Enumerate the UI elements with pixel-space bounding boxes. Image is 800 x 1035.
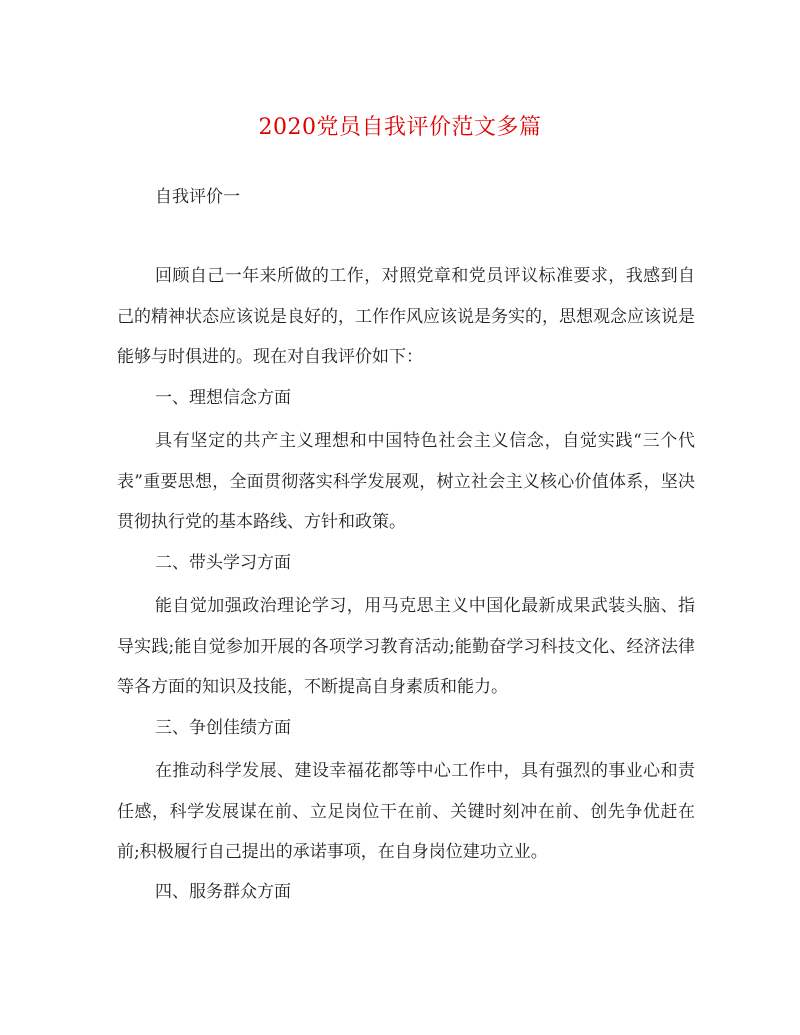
- heading-study: 二、带头学习方面: [155, 553, 291, 573]
- heading-ideals: 一、理想信念方面: [155, 388, 291, 408]
- heading-achievement: 三、争创佳绩方面: [155, 718, 291, 738]
- paragraph-study: 能自觉加强政治理论学习，用马克思主义中国化最新成果武装头脑、指导实践;能自觉参加开展的各项学习教育活动;能勤奋学习科技文化、经济法律等各方面的知识及技能，不断提高自身素质和能力。: [117, 596, 695, 697]
- section-heading: 自我评价一: [155, 187, 240, 207]
- intro-paragraph: 回顾自己一年来所做的工作，对照党章和党员评议标准要求，我感到自己的精神状态应该说是良好的，工作作风应该说是务实的，思想观念应该说是能够与时俱进的。现在对自我评价如下：: [117, 266, 695, 367]
- document-title: 2020党员自我评价范文多篇: [258, 115, 542, 140]
- heading-service: 四、服务群众方面: [155, 882, 291, 902]
- paragraph-ideals: 具有坚定的共产主义理想和中国特色社会主义信念，自觉实践“三个代表”重要思想，全面贯彻落实科学发展观，树立社会主义核心价值体系，坚决贯彻执行党的基本路线、方针和政策。: [117, 431, 695, 532]
- paragraph-achievement: 在推动科学发展、建设幸福花都等中心工作中，具有强烈的事业心和责任感，科学发展谋在前、立足岗位干在前、关键时刻冲在前、创先争优赶在前;积极履行自己提出的承诺事项，在自身岗位建功立业。: [117, 761, 695, 862]
